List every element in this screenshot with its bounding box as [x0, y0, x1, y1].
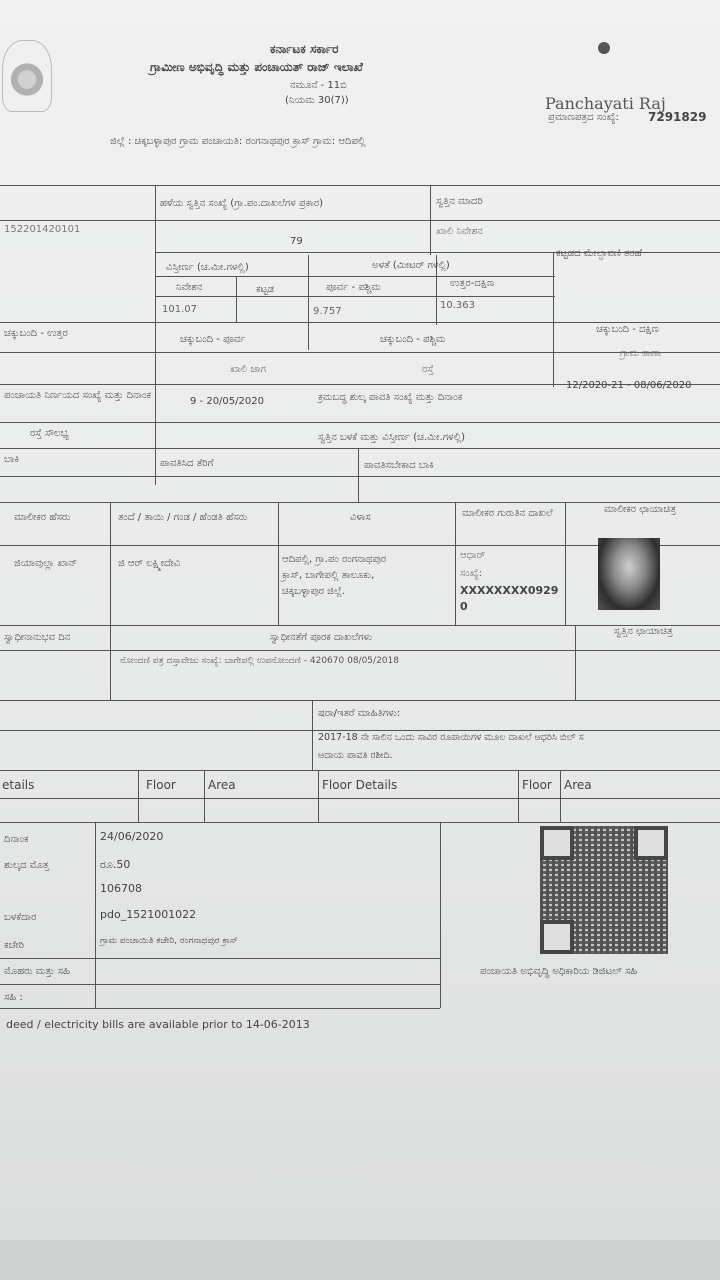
col-north-south: ಉತ್ತರ-ದಕ್ಷಿಣ — [450, 278, 495, 289]
qr-caption: ಪಂಚಾಯತಿ ಅಭಿವೃದ್ಧಿ ಅಧಿಕಾರಿಯ ಡಿಜಿಟಲ್ ಸಹಿ — [480, 966, 638, 977]
owner-address-header: ವಿಳಾಸ — [350, 512, 371, 523]
owner-address-1: ಆದಿಪಲ್ಲಿ, ಗ್ರಾ.ಪಂ ರಂಗನಾಥಪುರ — [282, 554, 387, 565]
north-label: ಚಕ್ಕುಬಂದಿ - ಉತ್ತರ — [4, 328, 68, 339]
type-label: ಸ್ವತ್ತಿನ ಮಾದರಿ — [436, 196, 483, 207]
old-no-value: 79 — [290, 236, 303, 247]
site-area-value: 101.07 — [162, 304, 197, 315]
south-label: ಚಕ್ಕುಬಂದಿ - ದಕ್ಷಿಣ — [596, 324, 659, 335]
location-line: ಜಿಲ್ಲೆ : ಚಿಕ್ಕಬಳ್ಳಾಪುರ ಗ್ರಾಮ ಪಂಚಾಯತಿ: ರಂಗನಾಥಪುರ ಕ್ರಾಸ್ ಗ್ರಾಮ: ಆದಿಪಲ್ಲಿ — [110, 136, 366, 147]
form-number: ನಮೂನೆ - 11ಬಿ — [290, 80, 347, 91]
owner-id-suffix: 0 — [460, 600, 468, 613]
table-surface — [0, 1240, 720, 1280]
remarks-line-2: ಆದಾಯ ಪಾವತಿ ರಶೀದಿ. — [318, 750, 393, 761]
type-value: ಖಾಲಿ ನಿವೇಶನ — [436, 226, 483, 237]
col-site: ನಿವೇಶನ — [176, 282, 203, 293]
owner-id-label: ಸಂಖ್ಯೆ: — [460, 568, 483, 579]
cert-label: ಪ್ರಮಾಣಪತ್ರದ ಸಂಖ್ಯೆ: — [548, 112, 619, 123]
owner-address-3: ಚಿಕ್ಕಬಳ್ಳಾಪುರ ಜಿಲ್ಲೆ. — [282, 586, 346, 597]
col-building: ಕಟ್ಟಡ — [256, 284, 275, 295]
owner-photo-header: ಮಾಲೀಕರ ಛಾಯಾಚಿತ್ರ — [604, 504, 676, 515]
floor-details-left: etails — [2, 778, 35, 792]
owner-name-header: ಮಾಲೀಕರ ಹೆಸರು — [14, 512, 71, 523]
owner-id-number: XXXXXXXX0929 — [460, 584, 559, 597]
east-value: ಖಾಲಿ ಜಾಗ — [230, 364, 267, 375]
sign-label: ಸಹಿ : — [4, 992, 23, 1003]
dept-title: ಗ್ರಾಮೀಣ ಅಭಿವೃದ್ಧಿ ಮತ್ತು ಪಂಚಾಯತ್ ರಾಜ್ ಇಲಾಖೆ — [150, 60, 363, 74]
user-value: pdo_1521001022 — [100, 908, 197, 921]
roof-label: ಕಟ್ಟಡದ ಮೇಲ್ಛಾವಣಿ ತರಹೆ — [556, 248, 642, 259]
road-label: ರಸ್ತೆ ಸೌಲಭ್ಯ — [30, 428, 69, 439]
east-label: ಚಕ್ಕುಬಂದಿ - ಪೂರ್ವ — [180, 334, 246, 345]
ew-value: 9.757 — [313, 306, 342, 317]
west-value: ರಸ್ತೆ — [422, 364, 434, 375]
ns-value: 10.363 — [440, 300, 475, 311]
area-label: ವಿಸ್ತೀರ್ಣ (ಚ.ಮೀ.ಗಳಲ್ಲಿ) — [166, 262, 249, 273]
south-value: ಗ್ರಾಮ ಠಾಣಾ — [620, 348, 662, 359]
floor-details-right: Floor Details — [322, 778, 398, 792]
owner-relation-header: ತಂದೆ / ತಾಯಿ / ಗಂಡ / ಹೆಂಡತಿ ಹೆಸರು — [118, 512, 248, 523]
size-label: ಅಳತೆ (ಮೀಟರ್ ಗಳಲ್ಲಿ) — [372, 260, 450, 271]
owner-id-header: ಮಾಲೀಕರ ಗುರುತಿನ ದಾಖಲೆ — [462, 508, 553, 519]
docs-label: ಸ್ವಾಧೀನತೆಗೆ ಪೂರಕ ದಾಖಲೆಗಳು — [270, 632, 373, 643]
cert-number: 7291829 — [648, 110, 707, 124]
receipt-number: 106708 — [100, 882, 142, 895]
receipt-label: ಕ್ರಮಬದ್ಧ ಶುಲ್ಕ ಪಾವತಿ ಸಂಖ್ಯೆ ಮತ್ತು ದಿನಾಂಕ — [318, 392, 463, 403]
col-east-west: ಪೂರ್ವ - ಪಶ್ಚಿಮ — [326, 282, 381, 293]
tax-label: ಪಾವತಿಸಿದ ತೆರಿಗೆ — [160, 458, 214, 469]
panchayati-raj-heading: Panchayati Raj — [545, 94, 666, 113]
remarks-label: ಷರಾ/ಇತರೆ ಮಾಹಿತಿಗಳು: — [318, 708, 401, 719]
property-photo-label: ಸ್ವತ್ತಿನ ಛಾಯಾಚಿತ್ರ — [614, 626, 673, 637]
note-line: deed / electricity bills are available prior to 14-06-2013 — [6, 1018, 310, 1031]
office-value: ಗ್ರಾಮ ಪಂಚಾಯಿತಿ ಕಚೇರಿ, ರಂಗನಾಥಪುರ ಕ್ರಾಸ್ — [100, 936, 238, 946]
area-right: Area — [564, 778, 592, 792]
owner-name: ಜಿಯಾವುಲ್ಲಾ ಖಾನ್ — [14, 558, 78, 569]
usage-label: ಸ್ವತ್ತಿನ ಬಳಕೆ ಮತ್ತು ವಿಸ್ತೀರ್ಣ (ಚ.ಮೀ.ಗಳಲ್ಲಿ) — [318, 432, 466, 443]
due-label: ಪಾವತಿಸಬೇಕಾದ ಬಾಕಿ — [364, 460, 434, 471]
old-no-label: ಹಳೆಯ ಸ್ವತ್ತಿನ ಸಂಖ್ಯೆ (ಗ್ರಾ.ಪಂ.ದಾಖಲೆಗಳ ಪ್ರಕಾರ) — [160, 198, 324, 209]
receipt-value: 12/2020-21 - 08/06/2020 — [566, 380, 692, 391]
qr-code — [540, 826, 668, 954]
date-value: 24/06/2020 — [100, 830, 164, 843]
owner-relation: ಜಿ ಆರ್ ಲಕ್ಷ್ಮೀದೇವಿ — [118, 558, 181, 569]
doc-line: ನೋಂದಣಿ ಪತ್ರ ದಸ್ತಾವೇಜು ಸಂಖ್ಯೆ: ಬಾಗೇಪಲ್ಲಿ ಉಪನೋಂದಣಿ - 420670 08/05/2018 — [120, 656, 399, 666]
misc-label: ಬಾಕಿ — [4, 454, 20, 465]
fee-value: ರೂ.50 — [100, 858, 131, 871]
rule-number: (ನಿಯಮ 30(7)) — [285, 95, 349, 106]
date-label: ದಿನಾಂಕ — [4, 834, 29, 845]
owner-photo — [598, 538, 660, 610]
area-left: Area — [208, 778, 236, 792]
seal-label: ಮೊಹರು ಮತ್ತು ಸಹಿ — [4, 966, 70, 977]
west-label: ಚಕ್ಕುಬಂದಿ - ಪಶ್ಚಿಮ — [380, 334, 446, 345]
floor-right: Floor — [522, 778, 552, 792]
floor-left: Floor — [146, 778, 176, 792]
fee-label: ಶುಲ್ಕದ ಮೊತ್ತ — [4, 860, 50, 871]
hole-punch-mark — [598, 42, 610, 54]
transfer-label: ಸ್ವಾಧೀನಾನುಭವ ದಿನ — [4, 632, 71, 643]
karnataka-emblem-icon — [2, 40, 52, 112]
govt-title: ಕರ್ನಾಟಕ ಸರ್ಕಾರ — [270, 42, 339, 56]
owner-address-2: ಕ್ರಾಸ್, ಬಾಗೇಪಲ್ಲಿ ತಾಲೂಕು, — [282, 570, 375, 581]
user-label: ಬಳಕೆದಾರ — [4, 912, 37, 923]
resolution-label: ಪಂಚಾಯತಿ ನಿರ್ಣಯದ ಸಂಖ್ಯೆ ಮತ್ತು ದಿನಾಂಕ — [4, 390, 152, 401]
resolution-value: 9 - 20/05/2020 — [190, 396, 264, 407]
property-id: 152201420101 — [4, 224, 81, 235]
owner-id-type: ಆಧಾರ್ — [460, 550, 486, 561]
remarks-line-1: 2017-18 ನೇ ಸಾಲಿನ ಒಂದು ಸಾವಿರ ರೂಪಾಯಿಗಳ ಮೂಲ ದಾಖಲೆ ಆಧರಿಸಿ ಬಿಲ್ ಸ — [318, 732, 584, 743]
office-label: ಕಚೇರಿ — [4, 940, 24, 951]
